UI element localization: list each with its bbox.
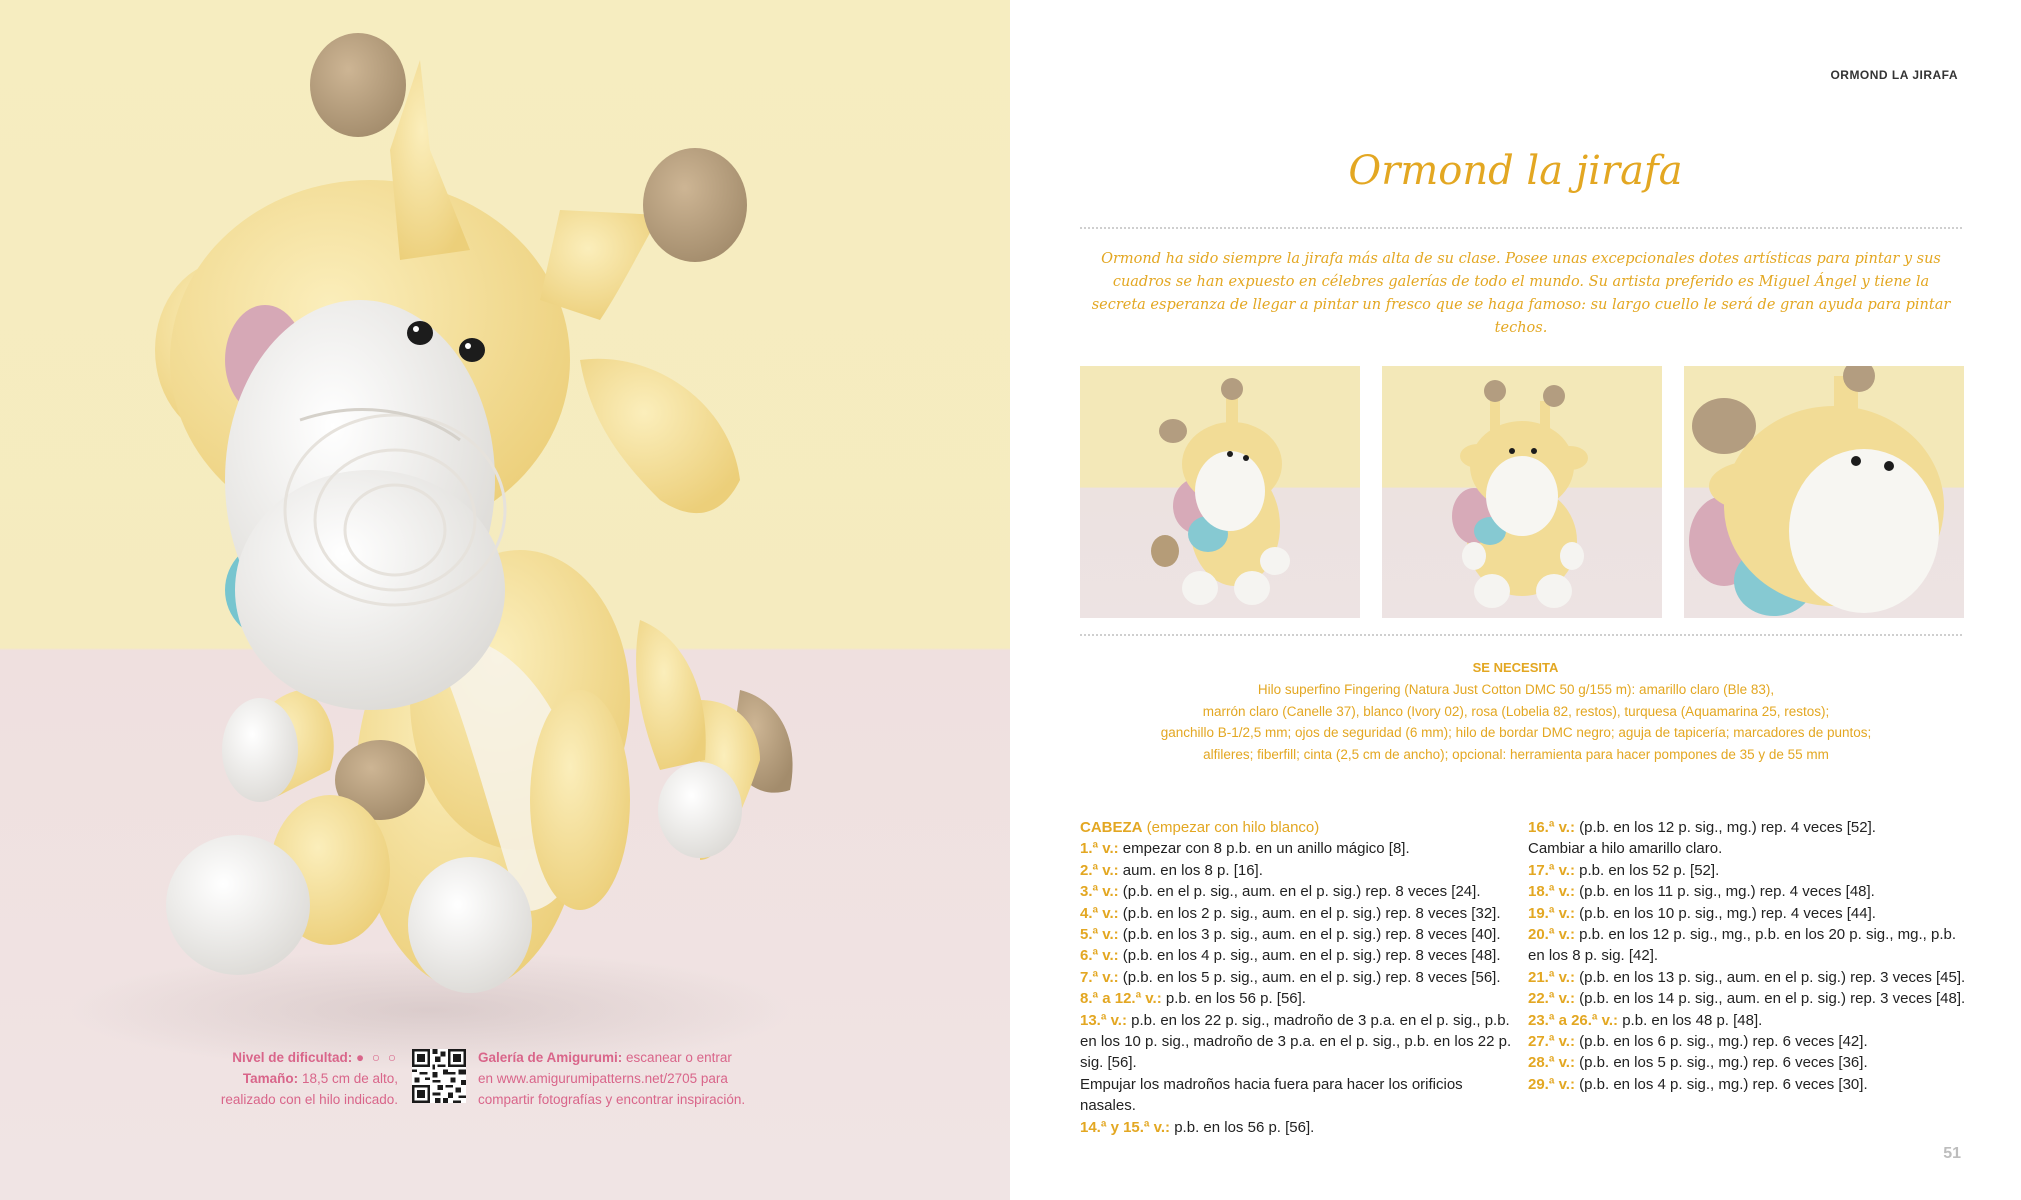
page-number: 51 <box>1943 1145 1961 1162</box>
instruction-row <box>1528 881 1968 902</box>
giraffe-front-photo <box>1382 366 1662 618</box>
round-label: 13.ª v.: <box>1080 1011 1127 1029</box>
materials-line-1: Hilo superfino Fingering (Natura Just Cotton DMC 50 g/155 m): amarillo claro (Ble 83), <box>1257 682 1775 697</box>
instruction-row <box>1528 1074 1968 1095</box>
round-text: p.b. en los 12 p. sig., mg., p.b. en los 20 p. sig., mg., p.b. en los 8 p. sig. [42]. <box>1528 926 1957 965</box>
round-text: p.b. en los 22 p. sig., madroño de 3 p.a. en el p. sig., p.b. en los 10 p. sig., madroño de 3 p.a. en el p. sig., p.b. en los 22 p. sig. [56]. <box>1080 1011 1512 1072</box>
instruction-row <box>1528 860 1968 881</box>
round-label: 7.ª v.: <box>1080 968 1119 986</box>
instruction-row <box>1528 1031 1968 1052</box>
round-label: 1.ª v.: <box>1080 840 1119 858</box>
instruction-row <box>1528 1010 1968 1031</box>
round-label: 3.ª v.: <box>1080 883 1119 901</box>
round-text: p.b. en los 48 p. [48]. <box>1622 1011 1763 1029</box>
round-label: 18.ª v.: <box>1528 883 1575 901</box>
size-note: realizado con el hilo indicado. <box>220 1092 398 1107</box>
instruction-row <box>1080 860 1520 881</box>
instruction-row <box>1528 838 1968 859</box>
thumbnail-photo-2 <box>1382 366 1662 618</box>
instruction-row <box>1528 924 1968 967</box>
instruction-row <box>1528 1052 1968 1073</box>
thumbnail-photo-3 <box>1684 366 1964 618</box>
materials-line-2: marrón claro (Canelle 37), blanco (Ivory 02), rosa (Lobelia 82, restos), turquesa (Aquamarina 25, restos); <box>1202 703 1830 719</box>
round-label: 19.ª v.: <box>1528 904 1575 922</box>
round-text: (p.b. en los 4 p. sig., aum. en el p. sig.) rep. 8 veces [48]. <box>1122 947 1501 965</box>
round-label: 28.ª v.: <box>1528 1054 1575 1072</box>
round-text: Cambiar a hilo amarillo claro. <box>1528 840 1723 858</box>
size-value: 18,5 cm de alto, <box>301 1071 398 1086</box>
running-head: ORMOND LA JIRAFA <box>1830 68 1958 82</box>
instruction-row <box>1080 924 1520 945</box>
gallery-line-2: en www.amigurumipatterns.net/2705 para <box>478 1071 728 1086</box>
round-text: p.b. en los 56 p. [56]. <box>1165 990 1306 1008</box>
instruction-row <box>1528 817 1968 838</box>
round-text: Empujar los madroños hacia fuera para hacer los orificios nasales. <box>1080 1075 1463 1115</box>
round-label: 23.ª a 26.ª v.: <box>1528 1011 1619 1029</box>
round-text: (p.b. en los 10 p. sig., mg.) rep. 4 veces [44]. <box>1579 904 1876 922</box>
thumbnail-photo-1 <box>1080 366 1360 618</box>
instruction-row <box>1528 967 1968 988</box>
round-text: p.b. en los 56 p. [56]. <box>1174 1118 1315 1136</box>
materials-line-4: alfileres; fiberfill; cinta (2,5 cm de ancho); opcional: herramienta para hacer pompones de 35 y de 55 mm <box>1203 746 1829 762</box>
round-text: (p.b. en los 5 p. sig., mg.) rep. 6 veces [36]. <box>1579 1054 1868 1072</box>
materials-line-3: ganchillo B-1/2,5 mm; ojos de seguridad (6 mm); hilo de bordar DMC negro; aguja de tapicería; marcadores de puntos; <box>1160 725 1872 740</box>
intro-text: Ormond ha sido siempre la jirafa más alta de su clase. Posee unas excepcionales dotes artísticas para pintar y sus cuadros se han expuesto en célebres galerías de todo el mundo. Su artista preferido es Miguel Ángel y tiene la secreta esperanza de llegar a pintar un fresco que se haga famoso: su largo cuello le será de gran ayuda para pintar techos. <box>1091 251 1951 336</box>
instruction-row <box>1080 1074 1520 1117</box>
instruction-row <box>1080 945 1520 966</box>
round-label: 20.ª v.: <box>1528 926 1575 944</box>
round-text: (p.b. en los 2 p. sig., aum. en el p. sig.) rep. 8 veces [32]. <box>1122 904 1501 922</box>
divider-middle <box>1080 634 1962 636</box>
round-text: empezar con 8 p.b. en un anillo mágico [8]. <box>1122 840 1410 858</box>
instruction-row <box>1528 988 1968 1009</box>
round-text: (p.b. en los 11 p. sig., mg.) rep. 4 veces [48]. <box>1579 883 1875 901</box>
pattern-title: Ormond la jirafa <box>1348 148 1683 194</box>
gallery-label: Galería de Amigurumi: <box>478 1050 623 1065</box>
divider-top <box>1080 227 1962 229</box>
round-label: 29.ª v.: <box>1528 1075 1575 1093</box>
difficulty-label: Nivel de dificultad: <box>232 1050 353 1065</box>
materials-heading: SE NECESITA <box>1472 660 1559 675</box>
materials-text <box>1140 679 1892 765</box>
round-label: 27.ª v.: <box>1528 1033 1575 1051</box>
gallery-line-3: compartir fotografías y encontrar inspiración. <box>478 1092 746 1107</box>
instruction-row <box>1080 881 1520 902</box>
right-page <box>1010 0 2021 1200</box>
size-label: Tamaño: <box>242 1071 299 1086</box>
section-title: CABEZA <box>1080 819 1143 836</box>
round-label: 22.ª v.: <box>1528 990 1575 1008</box>
section-note: (empezar con hilo blanco) <box>1146 819 1320 836</box>
instruction-row <box>1080 903 1520 924</box>
pattern-info <box>200 1045 760 1115</box>
round-text: (p.b. en los 14 p. sig., aum. en el p. sig.) rep. 3 veces [48]. <box>1579 990 1966 1008</box>
round-label: 5.ª v.: <box>1080 926 1119 944</box>
round-text: (p.b. en los 6 p. sig., mg.) rep. 6 veces [42]. <box>1579 1033 1868 1051</box>
round-text: (p.b. en el p. sig., aum. en el p. sig.) rep. 8 veces [24]. <box>1122 883 1481 901</box>
qr-code-icon[interactable] <box>412 1049 466 1103</box>
round-text: p.b. en los 52 p. [52]. <box>1579 861 1720 879</box>
instruction-row <box>1080 1117 1520 1138</box>
round-label: 6.ª v.: <box>1080 947 1119 965</box>
giraffe-amigurumi-photo <box>0 0 1010 1200</box>
gallery-line-1: escanear o entrar <box>626 1050 732 1065</box>
round-text: (p.b. en los 3 p. sig., aum. en el p. sig.) rep. 8 veces [40]. <box>1122 926 1501 944</box>
round-text: aum. en los 8 p. [16]. <box>1122 861 1263 879</box>
instructions-left-column <box>1080 817 1520 1138</box>
instructions-right-column <box>1528 817 1968 1095</box>
instruction-row <box>1080 988 1520 1009</box>
round-label: 17.ª v.: <box>1528 861 1575 879</box>
round-text: (p.b. en los 4 p. sig., mg.) rep. 6 veces [30]. <box>1579 1075 1868 1093</box>
instruction-row <box>1080 838 1520 859</box>
round-label: 4.ª v.: <box>1080 904 1119 922</box>
instruction-row <box>1528 903 1968 924</box>
round-text: (p.b. en los 13 p. sig., aum. en el p. sig.) rep. 3 veces [45]. <box>1579 968 1966 986</box>
round-label: 14.ª y 15.ª v.: <box>1080 1118 1171 1136</box>
round-label: 16.ª v.: <box>1528 819 1575 836</box>
instruction-row <box>1080 967 1520 988</box>
giraffe-front-side-photo <box>1080 366 1360 618</box>
round-label: 8.ª a 12.ª v.: <box>1080 990 1162 1008</box>
round-label: 2.ª v.: <box>1080 861 1119 879</box>
instruction-row <box>1080 1010 1520 1074</box>
round-text: (p.b. en los 5 p. sig., aum. en el p. sig.) rep. 8 veces [56]. <box>1122 968 1501 986</box>
gallery-info <box>478 1047 778 1110</box>
round-text: (p.b. en los 12 p. sig., mg.) rep. 4 veces [52]. <box>1579 819 1876 836</box>
difficulty-and-size <box>200 1047 398 1110</box>
difficulty-rating: ● ○ ○ <box>356 1050 398 1065</box>
round-label: 21.ª v.: <box>1528 968 1575 986</box>
giraffe-closeup-photo <box>1684 366 1964 618</box>
left-page-photo <box>0 0 1010 1200</box>
section-heading <box>1080 817 1520 838</box>
